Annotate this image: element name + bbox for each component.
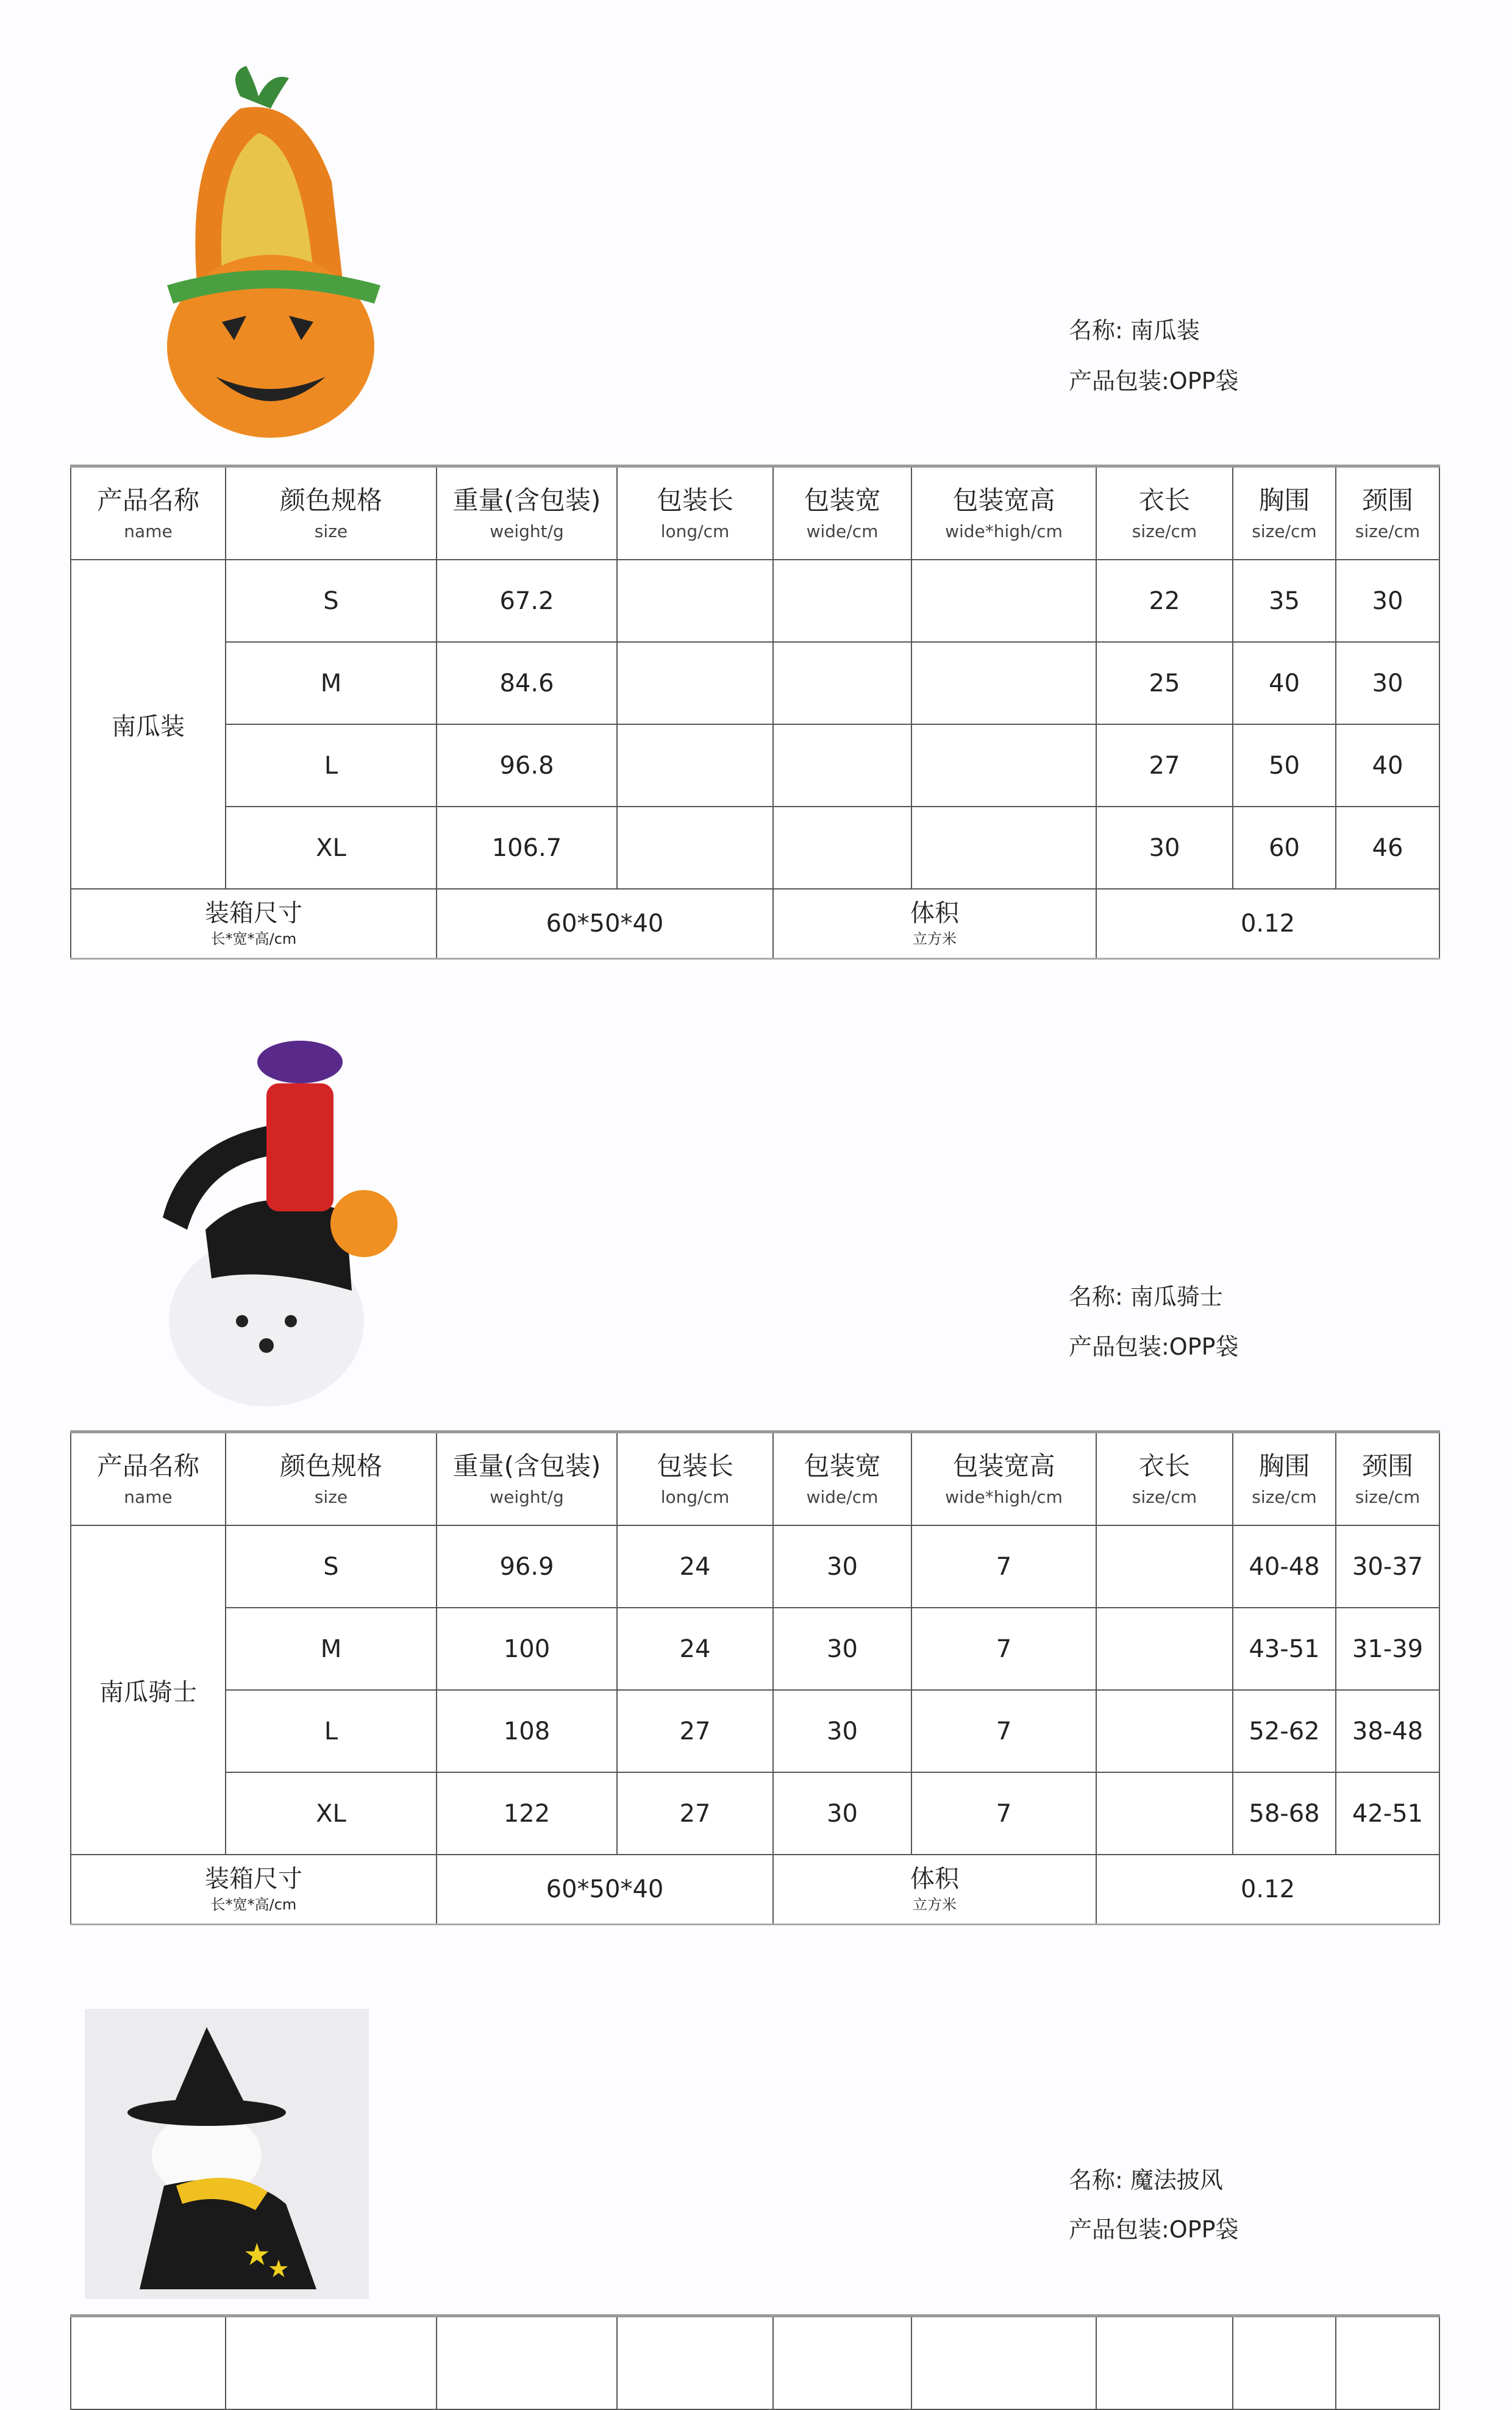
- table-cell: [1096, 1608, 1233, 1690]
- table-cell: 7: [911, 1690, 1096, 1772]
- table-cell: S: [226, 1525, 437, 1608]
- table-cell: 7: [911, 1608, 1096, 1690]
- header-cell: [1336, 2316, 1439, 2410]
- header-cell: [1233, 1432, 1336, 1526]
- table-cell: [1096, 1525, 1233, 1608]
- carton-label: [71, 1855, 437, 1925]
- volume-label: [773, 1855, 1096, 1925]
- header-label-en: size: [314, 521, 348, 541]
- table-cell: 40-48: [1233, 1525, 1336, 1608]
- header-label-en: size/cm: [1132, 521, 1197, 541]
- header-cell: [911, 466, 1096, 560]
- table-row: [71, 1525, 1439, 1608]
- header-cell: [1336, 1432, 1439, 1526]
- table-row: [71, 807, 1439, 889]
- svg-text:★: ★: [268, 2255, 290, 2283]
- header-label-en: size/cm: [1252, 1486, 1317, 1507]
- header-cell: [911, 2316, 1096, 2410]
- header-cell: [773, 2316, 911, 2410]
- table-header-row: [71, 2316, 1439, 2410]
- magic-cape-image: [85, 2009, 369, 2299]
- header-cell: [71, 466, 226, 560]
- header-cell: [437, 466, 617, 560]
- header-label-en: wide*high/cm: [945, 521, 1063, 541]
- table-cell: 31-39: [1336, 1608, 1439, 1690]
- header-label-cn: 包装宽高: [952, 1451, 1055, 1481]
- header-cell: [437, 2316, 617, 2410]
- table-row: [71, 642, 1439, 724]
- svg-text:★: ★: [243, 2237, 271, 2272]
- table-cell: 30: [1336, 642, 1439, 724]
- table-cell: 30: [773, 1772, 911, 1855]
- table-cell: [617, 724, 773, 807]
- table-cell: 30: [773, 1608, 911, 1690]
- table-cell: L: [226, 724, 437, 807]
- table-cell: 42-51: [1336, 1772, 1439, 1855]
- product-name-line: 名称: 南瓜骑士: [1069, 1283, 1223, 1310]
- carton-label-en: 长*宽*高/cm: [210, 1895, 297, 1913]
- header-label-en: wide*high/cm: [945, 1486, 1063, 1507]
- header-label-cn: 包装宽: [804, 485, 881, 516]
- table-cell: 35: [1233, 560, 1336, 642]
- header-label-cn: 包装长: [656, 485, 733, 516]
- table-header-row: [71, 466, 1439, 560]
- header-cell: [226, 2316, 437, 2410]
- size-table-magic-cape: [70, 2314, 1440, 2410]
- table-cell: 67.2: [437, 560, 617, 642]
- table-cell: 7: [911, 1525, 1096, 1608]
- table-cell: M: [226, 642, 437, 724]
- table-cell: [773, 642, 911, 724]
- volume-value: 0.12: [1096, 1855, 1439, 1925]
- table-cell: 106.7: [437, 807, 617, 889]
- table-cell: [617, 560, 773, 642]
- header-label-en: long/cm: [660, 521, 730, 541]
- header-cell: [226, 1432, 437, 1526]
- pumpkin-costume-image: [149, 60, 393, 450]
- table-cell: 96.9: [437, 1525, 617, 1608]
- header-label-cn: 重量(含包装): [452, 485, 601, 516]
- table-row: [71, 1690, 1439, 1772]
- table-cell: [773, 560, 911, 642]
- volume-value: 0.12: [1096, 889, 1439, 959]
- table-cell: [911, 642, 1096, 724]
- header-label-cn: 胸围: [1258, 485, 1310, 516]
- header-label-cn: 产品名称: [96, 1451, 199, 1481]
- header-cell: [773, 1432, 911, 1526]
- table-cell: 84.6: [437, 642, 617, 724]
- size-table-pumpkin: [70, 465, 1440, 960]
- table-cell: 27: [617, 1690, 773, 1772]
- table-cell: 43-51: [1233, 1608, 1336, 1690]
- header-label-cn: 衣长: [1138, 485, 1190, 516]
- table-row: [71, 560, 1439, 642]
- carton-label-en: 长*宽*高/cm: [210, 930, 297, 947]
- volume-label-en: 立方米: [913, 930, 957, 947]
- header-cell: [1233, 2316, 1336, 2410]
- table-cell: M: [226, 1608, 437, 1690]
- table-cell: 122: [437, 1772, 617, 1855]
- carton-label: [71, 889, 437, 959]
- header-label-cn: 颈围: [1361, 485, 1413, 516]
- table-cell: XL: [226, 1772, 437, 1855]
- volume-label-cn: 体积: [910, 899, 959, 927]
- header-label-cn: 衣长: [1138, 1451, 1190, 1481]
- header-cell: [1096, 466, 1233, 560]
- header-label-cn: 包装宽高: [952, 485, 1055, 516]
- header-label-en: weight/g: [490, 521, 564, 541]
- volume-label-en: 立方米: [913, 1895, 957, 1913]
- carton-row: [71, 1855, 1439, 1925]
- size-table-pumpkin-rider: [70, 1430, 1440, 1925]
- header-cell: [71, 1432, 226, 1526]
- table-cell: 100: [437, 1608, 617, 1690]
- header-cell: [1096, 1432, 1233, 1526]
- table-cell: [911, 560, 1096, 642]
- header-cell: [226, 466, 437, 560]
- header-label-cn: 颈围: [1361, 1451, 1413, 1481]
- table-cell: 108: [437, 1690, 617, 1772]
- header-label-en: name: [124, 1486, 173, 1507]
- table-cell: [773, 807, 911, 889]
- table-cell: 50: [1233, 724, 1336, 807]
- header-cell: [437, 1432, 617, 1526]
- header-label-en: long/cm: [660, 1486, 730, 1507]
- table-cell: 96.8: [437, 724, 617, 807]
- table-row: [71, 1608, 1439, 1690]
- header-label-en: wide/cm: [806, 1486, 879, 1507]
- table-cell: 22: [1096, 560, 1233, 642]
- header-label-cn: 颜色规格: [279, 1451, 382, 1481]
- header-label-cn: 包装长: [656, 1451, 733, 1481]
- table-cell: [617, 807, 773, 889]
- header-cell: [1096, 2316, 1233, 2410]
- header-cell: [1233, 466, 1336, 560]
- table-cell: 52-62: [1233, 1690, 1336, 1772]
- table-cell: 30: [773, 1525, 911, 1608]
- table-row: [71, 1772, 1439, 1855]
- product-package-line: 产品包装:OPP袋: [1069, 2216, 1239, 2243]
- table-cell: L: [226, 1690, 437, 1772]
- header-label-cn: 颜色规格: [279, 485, 382, 516]
- product-name-line: 名称: 魔法披风: [1069, 2167, 1223, 2194]
- product-package-line: 产品包装:OPP袋: [1069, 368, 1239, 394]
- volume-label: [773, 889, 1096, 959]
- header-label-en: size/cm: [1252, 521, 1317, 541]
- pumpkin-rider-image: [144, 1035, 443, 1413]
- table-cell: 40: [1233, 642, 1336, 724]
- table-cell: [911, 807, 1096, 889]
- header-cell: [617, 1432, 773, 1526]
- table-cell: 30: [1096, 807, 1233, 889]
- header-label-en: weight/g: [490, 1486, 564, 1507]
- header-cell: [617, 2316, 773, 2410]
- product-package-line: 产品包装:OPP袋: [1069, 1333, 1239, 1360]
- header-label-en: size/cm: [1355, 1486, 1421, 1507]
- header-label-en: size/cm: [1132, 1486, 1197, 1507]
- table-cell: 60: [1233, 807, 1336, 889]
- table-cell: S: [226, 560, 437, 642]
- product-name-line: 名称: 南瓜装: [1069, 317, 1200, 344]
- table-cell: 7: [911, 1772, 1096, 1855]
- carton-row: [71, 889, 1439, 959]
- table-cell: 40: [1336, 724, 1439, 807]
- carton-size-value: 60*50*40: [437, 1855, 773, 1925]
- table-cell: 30: [1336, 560, 1439, 642]
- header-label-en: wide/cm: [806, 521, 879, 541]
- carton-label-cn: 装箱尺寸: [205, 1864, 302, 1893]
- table-cell: 30-37: [1336, 1525, 1439, 1608]
- table-cell: 58-68: [1233, 1772, 1336, 1855]
- table-cell: 46: [1336, 807, 1439, 889]
- header-cell: [1336, 466, 1439, 560]
- header-cell: [71, 2316, 226, 2410]
- carton-label-cn: 装箱尺寸: [205, 899, 302, 927]
- product-name-cell: 南瓜装: [71, 560, 226, 889]
- header-cell: [617, 466, 773, 560]
- table-cell: 27: [1096, 724, 1233, 807]
- table-cell: [617, 642, 773, 724]
- header-label-en: name: [124, 521, 173, 541]
- header-label-cn: 包装宽: [804, 1451, 881, 1481]
- table-cell: [1096, 1690, 1233, 1772]
- table-cell: [1096, 1772, 1233, 1855]
- header-label-en: size/cm: [1355, 521, 1421, 541]
- header-label-cn: 胸围: [1258, 1451, 1310, 1481]
- header-cell: [911, 1432, 1096, 1526]
- carton-size-value: 60*50*40: [437, 889, 773, 959]
- table-cell: 27: [617, 1772, 773, 1855]
- table-row: [71, 724, 1439, 807]
- table-cell: XL: [226, 807, 437, 889]
- volume-label-cn: 体积: [910, 1864, 959, 1893]
- table-cell: [911, 724, 1096, 807]
- header-cell: [773, 466, 911, 560]
- header-label-cn: 重量(含包装): [452, 1451, 601, 1481]
- header-label-cn: 产品名称: [96, 485, 199, 516]
- product-name-cell: 南瓜骑士: [71, 1525, 226, 1855]
- header-label-en: size: [314, 1486, 348, 1507]
- table-cell: 24: [617, 1608, 773, 1690]
- table-cell: 38-48: [1336, 1690, 1439, 1772]
- table-cell: 30: [773, 1690, 911, 1772]
- table-cell: 24: [617, 1525, 773, 1608]
- table-cell: 25: [1096, 642, 1233, 724]
- table-cell: [773, 724, 911, 807]
- table-header-row: [71, 1432, 1439, 1526]
